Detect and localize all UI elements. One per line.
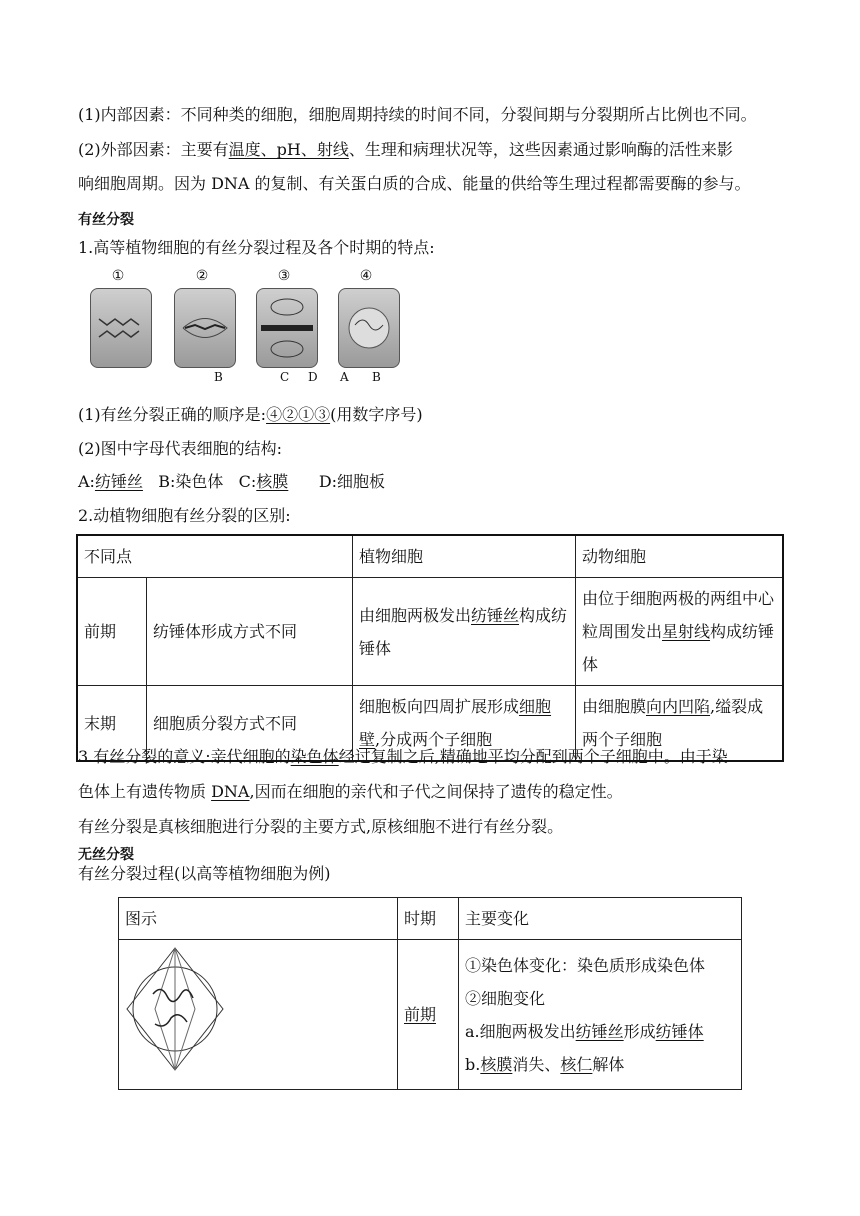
mitosis-process-table — [118, 897, 742, 1090]
fig-number: ① — [111, 268, 125, 284]
prophase-diagram-cell — [119, 940, 398, 1090]
mitosis-figure — [84, 268, 404, 386]
table-header-row: 图示 时期 主要变化 — [119, 898, 742, 940]
plant-animal-comparison-table — [76, 534, 784, 762]
cell-prophase-image — [174, 288, 236, 368]
table-row: 前期 ①染色体变化：染色质形成染色体 ②细胞变化 a.细胞两极发出纺锤丝形成纺锤体 b.核膜消失、核仁解体 — [119, 940, 742, 1090]
underlined-answer: 温度、pH、射线 — [228, 140, 349, 159]
cell-metaphase-image — [90, 288, 152, 368]
prophase-cell-image — [125, 944, 225, 1074]
question-structures: (2)图中字母代表细胞的结构: — [78, 439, 283, 458]
answer-structures: A:纺锤丝 B:染色体 C:核膜 D:细胞板 — [78, 472, 386, 491]
paragraph-external-factors: (2)外部因素：主要有温度、pH、射线、生理和病理状况等，这些因素通过影响酶的活性来影 — [78, 140, 733, 159]
paragraph-enzyme: 响细胞周期。因为 DNA 的复制、有关蛋白质的合成、能量的供给等生理过程都需要酶的参与。 — [78, 174, 751, 193]
underlined-answer: ④②①③ — [266, 405, 331, 424]
table-row: 前期 纺锤体形成方式不同 由细胞两极发出纺锤丝构成纺锤体 由位于细胞两极的两组中心粒周围发出星射线构成纺锤体 — [77, 578, 783, 686]
fig-label: C — [280, 370, 290, 384]
fig-label: A — [340, 370, 349, 384]
cell-telophase-image — [256, 288, 318, 368]
question-order: (1)有丝分裂正确的顺序是:④②①③(用数字序号) — [78, 405, 423, 424]
fig-number: ③ — [277, 268, 291, 284]
fig-number: ④ — [359, 268, 373, 284]
table-header-row: 不同点 植物细胞 动物细胞 — [77, 535, 783, 578]
table-row: 末期 细胞质分裂方式不同 细胞板向四周扩展形成细胞壁,分成两个子细胞 由细胞膜向内凹陷,缢裂成两个子细胞 — [77, 686, 783, 762]
item-3-meaning: 3.有丝分裂的意义:亲代细胞的染色体经过复制之后,精确地平均分配到两个子细胞中。由于染 — [78, 747, 728, 766]
phase-prophase: 前期 — [404, 1005, 437, 1024]
fig-number: ② — [195, 268, 209, 284]
item-1: 1.高等植物细胞的有丝分裂过程及各个时期的特点: — [78, 238, 435, 257]
item-3-continued: 色体上有遗传物质 DNA,因而在细胞的亲代和子代之间保持了遗传的稳定性。 — [78, 782, 623, 801]
fig-label: D — [308, 370, 318, 384]
paragraph-internal-factors: (1)内部因素：不同种类的细胞，细胞周期持续的时间不同，分裂间期与分裂期所占比例也不同。 — [78, 105, 757, 124]
section-heading-mitosis: 有丝分裂 — [78, 212, 134, 228]
cell-interphase-image — [338, 288, 400, 368]
fig-label: B — [372, 370, 381, 384]
section-heading-amitosis: 无丝分裂 — [78, 847, 134, 863]
note-eukaryote: 有丝分裂是真核细胞进行分裂的主要方式,原核细胞不进行有丝分裂。 — [78, 817, 564, 836]
fig-label: B — [214, 370, 223, 384]
item-2: 2.动植物细胞有丝分裂的区别: — [78, 506, 291, 525]
subheading-process: 有丝分裂过程(以高等植物细胞为例) — [78, 864, 331, 883]
